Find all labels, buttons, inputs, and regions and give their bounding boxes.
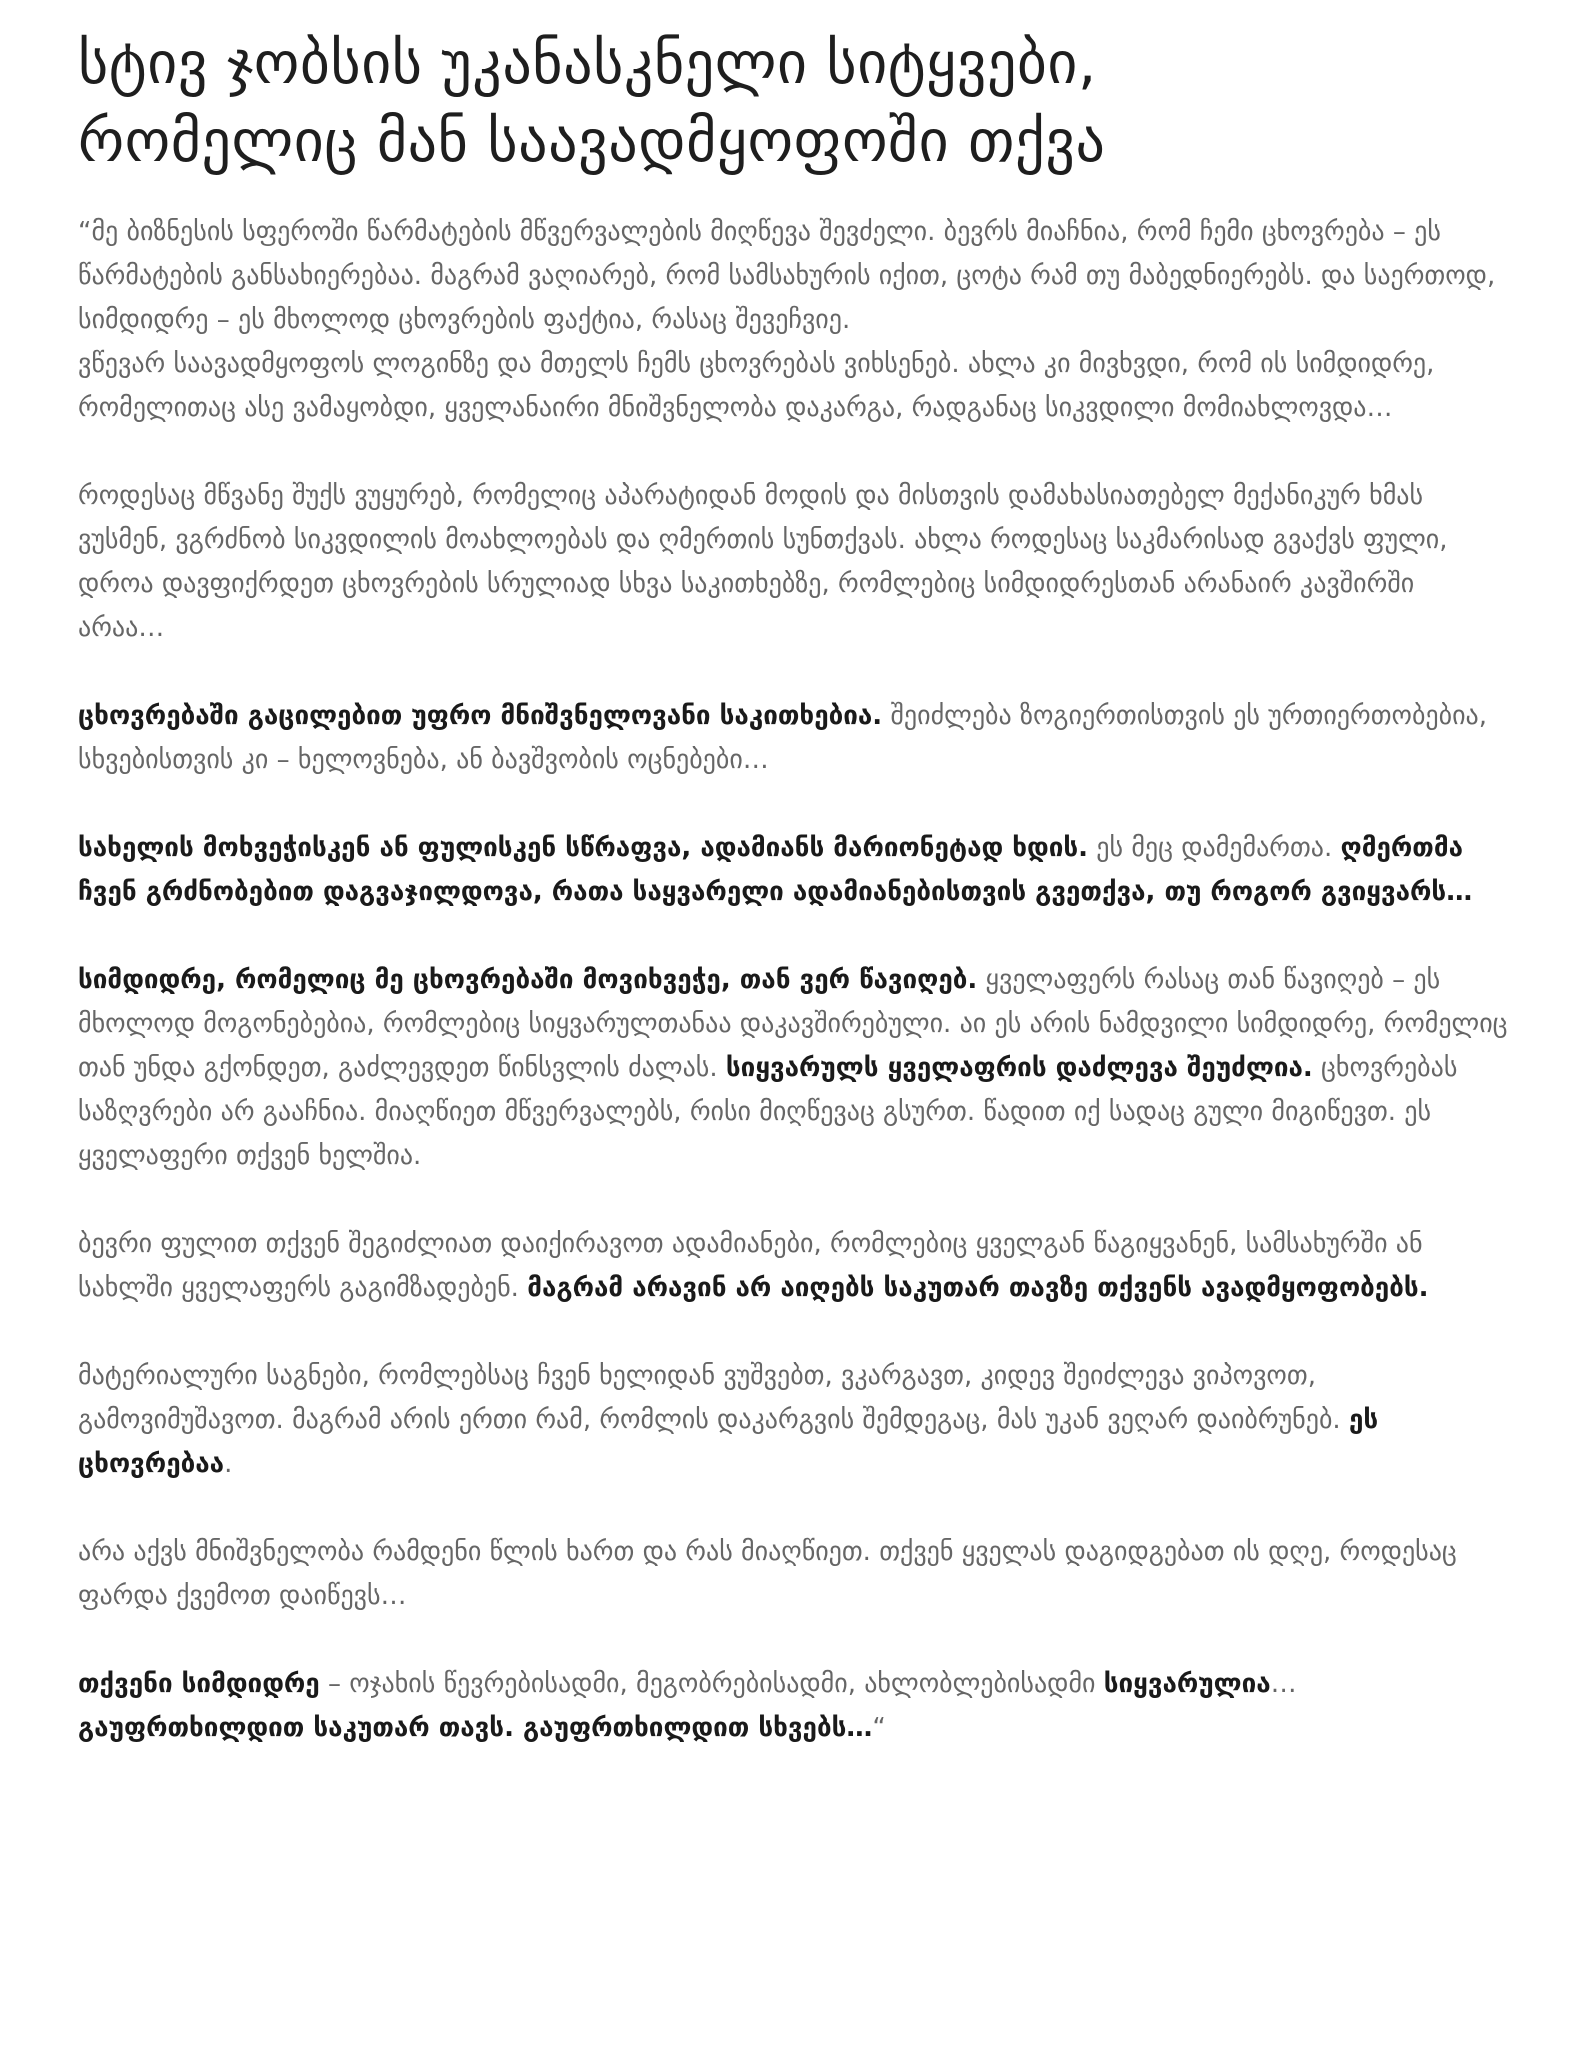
paragraph-6 [78,1222,1508,1310]
paragraph-1 [78,210,1508,430]
paragraph-3-text: შეიძლება ზოგიერთისთვის ეს ურთიერთობებია, სხვებისთვის კი – ხელოვნება, ან ბავშვობის ოცნებები… [78,701,1487,775]
paragraph-7-bold: ეს ცხოვრებაა [78,1405,1379,1479]
title-line-2: რომელიც მან საავადმყოფოში თქვა [78,107,1106,175]
paragraph-4-text-1: ეს მეც დამემართა. [1088,833,1341,863]
paragraph-7-text: მატერიალური საგნები, რომლებსაც ჩვენ ხელიდან ვუშვებთ, ვკარგავთ, კიდევ შეიძლევა ვიპოვოთ, გამოვიმუშავოთ. მაგრამ არის ერთი რამ, რომლის დაკარგვის შემდეგაც, მას უკან ვეღარ დაიბრუნებ. [78,1361,1349,1435]
paragraph-9 [78,1662,1508,1750]
paragraph-1-line-1: “მე ბიზნესის სფეროში წარმატების მწვერვალების მიღწევა შევძელი. ბევრს მიაჩნია, რომ ჩემი ცხოვრება – ეს წარმატების განსახიერებაა. მაგრამ ვაღიარებ, რომ სამსახურის იქით, ცოტა რამ თუ მაბედნიერებს. და საერთოდ, სიმდიდრე – ეს მხოლოდ ცხოვრების ფაქტია, რასაც შევეჩვიე. [78,217,1496,335]
paragraph-5-text-2: ცხოვრებას საზღვრები არ გააჩნია. მიაღწიეთ მწვერვალებს, რისი მიღწევაც გსურთ. წადით იქ სადაც გული მიგიწევთ. ეს ყველაფერი თქვენ ხელშია. [78,1053,1458,1171]
paragraph-6-text: ბევრი ფულით თქვენ შეგიძლიათ დაიქირავოთ ადამიანები, რომლებიც ყველგან წაგიყვანენ, სამსახურში ან სახლში ყველაფერს გაგიმზადებენ. [78,1229,1423,1303]
paragraph-5-bold-2: სიყვარულს ყველაფრის დაძლევა შეუძლია. [725,1053,1313,1083]
title-line-1: სტივ ჯობსის უკანასკნელი სიტყვები, [78,29,1097,97]
article-title [78,24,1508,180]
paragraph-8: არა აქვს მნიშვნელობა რამდენი წლის ხართ და რას მიაღწიეთ. თქვენ ყველას დაგიდგებათ ის დღე, როდესაც ფარდა ქვემოთ დაიწევს… [78,1537,1457,1611]
paragraph-9-bold-2: სიყვარულია [1103,1669,1271,1699]
paragraph-4-bold-2: ღმერთმა ჩვენ გრძნობებით დაგვაჯილდოვა, რათა საყვარელი ადამიანებისთვის გვეთქვა, თუ როგორ გვიყვარს… [78,833,1473,907]
paragraph-3 [78,694,1508,782]
paragraph-9-bold-3: გაუფრთხილდით საკუთარ თავს. გაუფრთხილდით სხვებს… [78,1713,873,1743]
paragraph-3-bold: ცხოვრებაში გაცილებით უფრო მნიშვნელოვანი საკითხებია. [78,701,883,731]
paragraph-2: როდესაც მწვანე შუქს ვუყურებ, რომელიც აპარატიდან მოდის და მისთვის დამახასიათებელ მექანიკურ ხმას ვუსმენ, ვგრძნობ სიკვდილის მოახლოებას და ღმერთის სუნთქვას. ახლა როდესაც საკმარისად გვაქვს ფული, დროა დავფიქრდეთ ცხოვრების სრულიად სხვა საკითხებზე, რომლებიც სიმდიდრესთან არანაირ კავშირში არაა… [78,481,1448,643]
paragraph-5-text-1: ყველაფერს რასაც თან წავიღებ – ეს მხოლოდ მოგონებებია, რომლებიც სიყვარულთანაა დაკავშირებული. აი ეს არის ნამდვილი სიმდიდრე, რომელიც თან უნდა გქონდეთ, გაძლევდეთ წინსვლის ძალას. [78,965,1508,1083]
paragraph-9-text-2: … [1270,1669,1297,1699]
paragraph-4 [78,826,1508,914]
paragraph-7-end: . [224,1449,233,1479]
paragraph-6-bold: მაგრამ არავინ არ აიღებს საკუთარ თავზე თქვენს ავადმყოფობებს. [527,1273,1429,1303]
paragraph-9-end: “ [872,1713,886,1743]
paragraph-9-bold-1: თქვენი სიმდიდრე [78,1669,320,1699]
paragraph-5 [78,958,1508,1178]
paragraph-9-text-1: – ოჯახის წევრებისადმი, მეგობრებისადმი, ახლობლებისადმი [319,1669,1104,1699]
paragraph-5-bold-1: სიმდიდრე, რომელიც მე ცხოვრებაში მოვიხვეჭე, თან ვერ წავიღებ. [78,965,978,995]
paragraph-7 [78,1354,1508,1486]
paragraph-1-line-2: ვწევარ საავადმყოფოს ლოგინზე და მთელს ჩემს ცხოვრებას ვიხსენებ. ახლა კი მივხვდი, რომ ის სიმდიდრე, რომელითაც ასე ვამაყობდი, ყველანაირი მნიშვნელობა დაკარგა, რადგანაც სიკვდილი მომიახლოვდა… [78,349,1435,423]
article-body [78,210,1508,1750]
paragraph-4-bold-1: სახელის მოხვეჭისკენ ან ფულისკენ სწრაფვა, ადამიანს მარიონეტად ხდის. [78,833,1089,863]
